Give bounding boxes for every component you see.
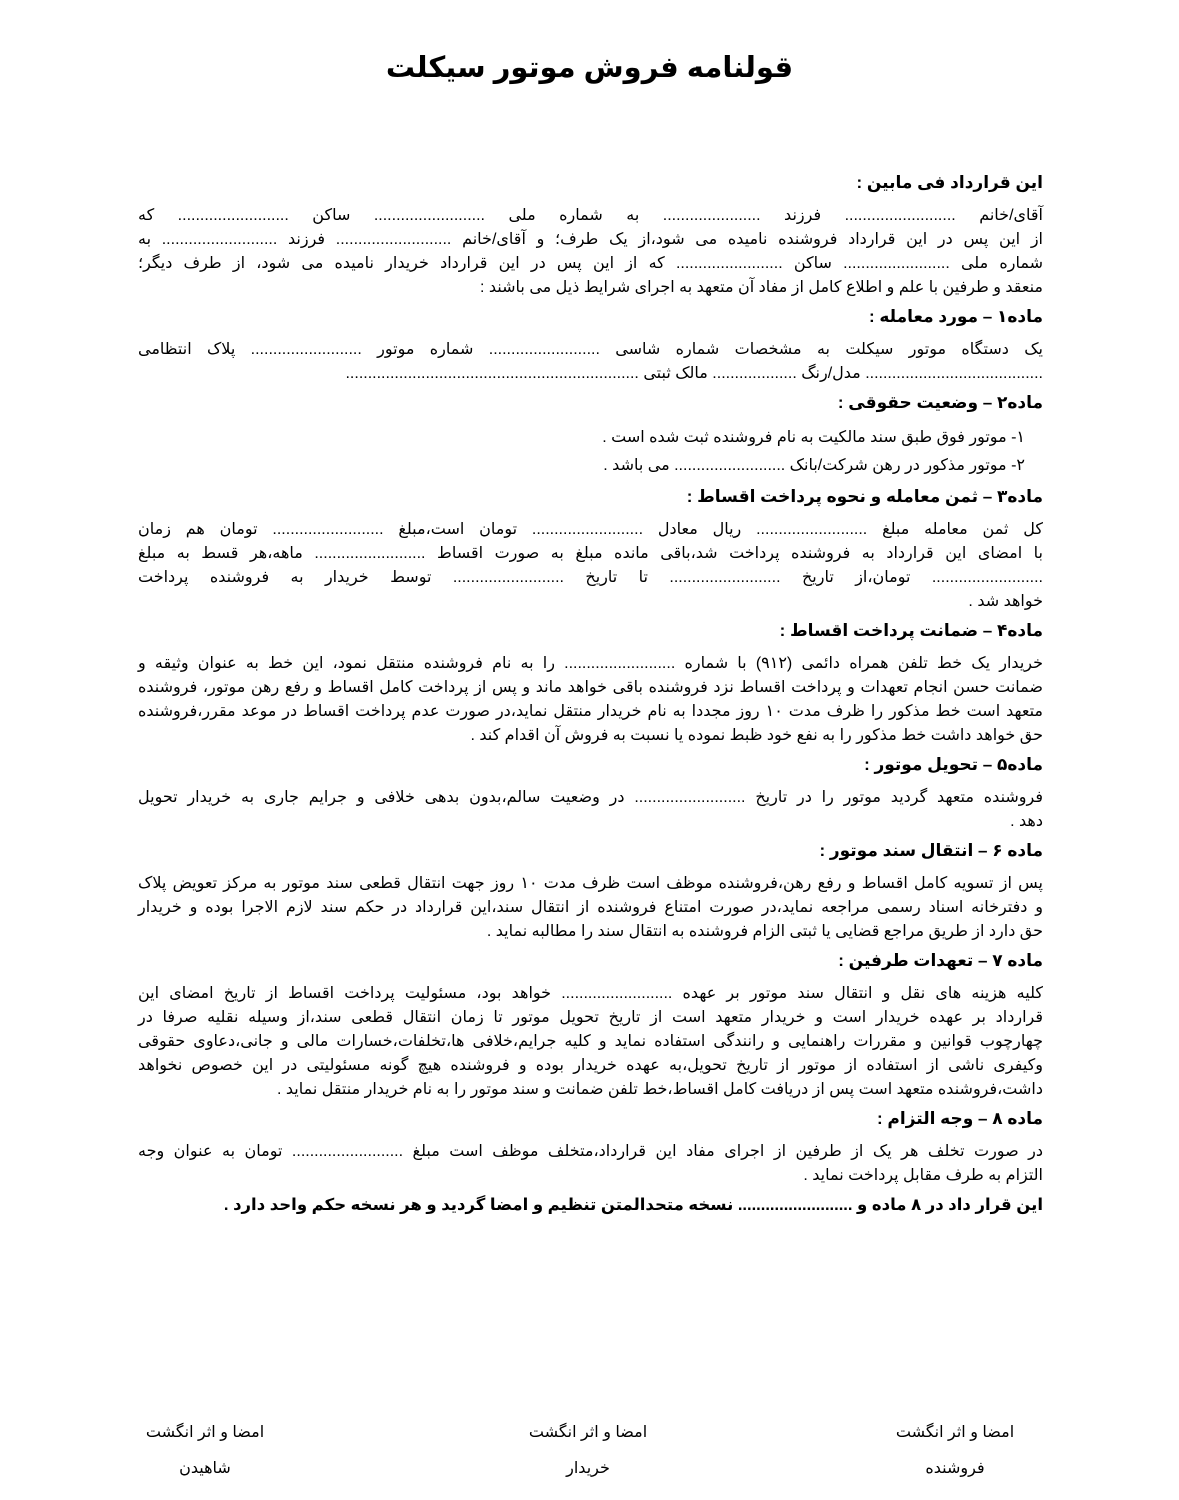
- seller-signature-block: [865, 1415, 1045, 1487]
- contract-body: [138, 170, 1043, 1218]
- article-5-paragraph: [138, 786, 1043, 834]
- text-line: آقای/خانم ......................... فرزند ...................... به شماره ملی ......................... ساکن ......................... که: [138, 207, 1043, 224]
- seller-label: فروشنده: [925, 1460, 985, 1477]
- text-line: خواهد شد .: [968, 593, 1043, 610]
- text-line: یک دستگاه موتور سیکلت به مشخصات شماره شاسی ......................... شماره موتور ......................... پلاک انتظامی: [138, 341, 1043, 358]
- intro-section: [138, 170, 1043, 300]
- text-line: متعهد است خط مذکور را ظرف مدت ۱۰ روز مجددا به نام خریدار منتقل نماید،در صورت عدم پرداخت اقساط در موعد مقرر،فروشنده: [138, 703, 1044, 720]
- buyer-signature-block: [498, 1415, 678, 1487]
- text-line: کل ثمن معامله مبلغ ......................... ریال معادل ......................... تومان است،مبلغ ......................... تومان هم زمان: [138, 521, 1043, 538]
- text-line: کلیه هزینه های نقل و انتقال سند موتور بر عهده ......................... خواهد بود، مسئولیت پرداخت اقساط از تاریخ امضای این: [138, 985, 1043, 1002]
- buyer-label: خریدار: [566, 1460, 610, 1477]
- article-8-heading: ماده ۸ – وجه التزام :: [877, 1109, 1043, 1128]
- text-line: حق دارد از طریق مراجع قضایی یا ثبتی الزام فروشنده به انتقال سند را مطالبه نماید .: [486, 923, 1043, 940]
- article-8: [138, 1106, 1043, 1188]
- witnesses-label: شاهیدن: [179, 1460, 231, 1477]
- text-line: ضمانت حسن انجام تعهدات و پرداخت اقساط نزد فروشنده باقی خواهد ماند و پس از پرداخت کامل اقساط و رفع رهن موتور، فروشنده: [138, 679, 1043, 696]
- text-line: التزام به طرف مقابل پرداخت نماید .: [803, 1167, 1043, 1184]
- text-line: ......................... تومان،از تاریخ ......................... تا تاریخ ......................... توسط خریدار به فروشنده پرداخت: [138, 569, 1043, 586]
- list-item: ۱- موتور فوق طبق سند مالکیت به نام فروشنده ثبت شده است .: [602, 429, 1025, 446]
- text-line: و دفترخانه اسناد رسمی مراجعه نماید،در صورت امتناع فروشنده از انتقال سند،این قرارداد در حکم سند لازم الاجرا بوده و خریدار: [138, 899, 1043, 916]
- text-line: دهد .: [1010, 813, 1043, 830]
- article-3: [138, 484, 1043, 614]
- list-item: ۲- موتور مذکور در رهن شرکت/بانک ......................... می باشد .: [603, 457, 1025, 474]
- article-1: [138, 304, 1043, 386]
- witnesses-signature-caption: امضا و اثر انگشت: [145, 1424, 265, 1441]
- article-6-paragraph: [138, 872, 1043, 944]
- text-line: حق خواهد داشت خط مذکور را به نفع خود ظبط نموده یا نسبت به فروش آن اقدام کند .: [470, 727, 1043, 744]
- article-2-heading: ماده۲ – وضعیت حقوقی :: [837, 393, 1043, 412]
- article-3-heading: ماده۳ – ثمن معامله و نحوه پرداخت اقساط :: [686, 487, 1043, 506]
- text-line: فروشنده متعهد گردید موتور را در تاریخ ......................... در وضعیت سالم،بدون بدهی خلافی و جرایم جاری به خریدار تحویل: [138, 789, 1044, 806]
- article-7-heading: ماده ۷ – تعهدات طرفین :: [838, 951, 1043, 970]
- text-line: وکیفری ناشی از استفاده از موتور از تاریخ تحویل،به عهده خریدار بوده و فروشنده هیچ گونه مسئولیتی در این خصوص نخواهد: [138, 1057, 1043, 1074]
- article-7-paragraph: [138, 982, 1043, 1102]
- article-4-paragraph: [138, 652, 1043, 748]
- text-line: ........................................ مدل/رنگ ................... مالک ثبتی ..................................................................: [345, 365, 1043, 382]
- intro-paragraph: [138, 204, 1043, 300]
- article-5: [138, 752, 1043, 834]
- closing-statement: این قرار داد در ۸ ماده و ......................... نسخه متحدالمتن تنظیم و امضا گردید و هر نسخه حکم واحد دارد .: [223, 1196, 1043, 1214]
- intro-heading: این قرارداد فی مابین :: [856, 173, 1043, 192]
- article-5-heading: ماده۵ – تحویل موتور :: [864, 755, 1043, 774]
- article-1-paragraph: [138, 338, 1043, 386]
- article-4: [138, 618, 1043, 748]
- article-2: [138, 390, 1043, 480]
- article-6-heading: ماده ۶ – انتقال سند موتور :: [819, 841, 1043, 860]
- article-7: [138, 948, 1043, 1102]
- article-3-paragraph: [138, 518, 1043, 614]
- text-line: چهارچوب قوانین و مقررات راهنمایی و رانندگی استفاده نماید و کلیه جرایم،خلافی ها،تخلفات،خسارات مالی و جانی،دعاوی حقوقی: [138, 1033, 1043, 1050]
- page-title: قولنامه فروش موتور سیکلت: [385, 52, 794, 84]
- text-line: در صورت تخلف هر یک از طرفین از اجرای مفاد این قرارداد،متخلف موظف است مبلغ ......................... تومان به عنوان وجه: [138, 1143, 1043, 1160]
- seller-signature-caption: امضا و اثر انگشت: [895, 1424, 1015, 1441]
- article-1-heading: ماده۱ – مورد معامله :: [868, 307, 1043, 326]
- text-line: پس از تسویه کامل اقساط و رفع رهن،فروشنده موظف است ظرف مدت ۱۰ روز جهت انتقال قطعی سند موتور به مرکز تعویض پلاک: [138, 875, 1044, 892]
- article-2-list: [138, 424, 1043, 480]
- text-line: قرارداد بر عهده خریدار است و خریدار متعهد است از تاریخ تحویل موتور تا زمان انتقال قطعی سند،از وسیله نقلیه صرفا در: [138, 1009, 1043, 1026]
- text-line: از این پس در این قرارداد فروشنده نامیده می شود،از یک طرف؛ و آقای/خانم .......................... فرزند .......................... به: [138, 231, 1043, 248]
- text-line: داشت،فروشنده متعهد است پس از دریافت کامل اقساط،خط تلفن ضمانت و سند موتور را به نام خریدار منتقل نماید .: [276, 1081, 1043, 1098]
- text-line: منعقد و طرفین با علم و اطلاع کامل از مفاد آن متعهد به اجرای شرایط ذیل می باشند :: [480, 279, 1043, 296]
- article-8-paragraph: [138, 1140, 1043, 1188]
- article-6: [138, 838, 1043, 944]
- text-line: خریدار یک خط تلفن همراه دائمی (۹۱۲) با شماره ......................... را به نام فروشنده منتقل نمود، این خط به عنوان وثیقه و: [138, 655, 1043, 672]
- article-4-heading: ماده۴ – ضمانت پرداخت اقساط :: [779, 621, 1043, 640]
- witnesses-signature-block: [115, 1415, 295, 1487]
- text-line: شماره ملی ........................ ساکن ........................ که از این پس در این قرارداد خریدار نامیده می شود، از طرف دیگر؛: [138, 255, 1043, 272]
- text-line: با امضای این قرارداد به فروشنده پرداخت شد،باقی مانده مبلغ به صورت اقساط ......................... ماهه،هر قسط به مبلغ: [138, 545, 1043, 562]
- buyer-signature-caption: امضا و اثر انگشت: [528, 1424, 648, 1441]
